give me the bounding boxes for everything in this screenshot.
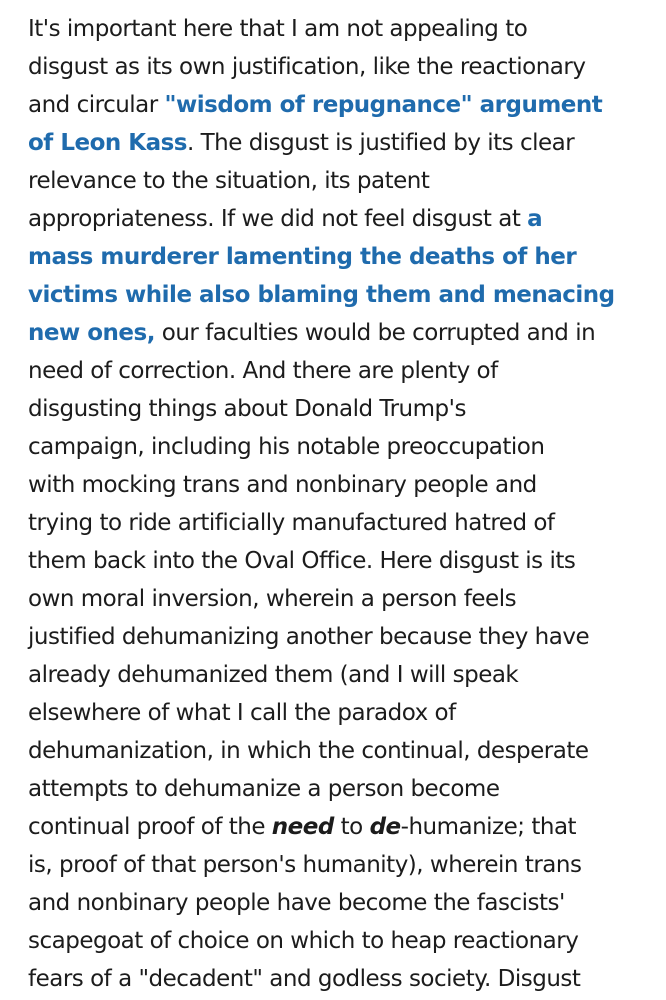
inline-link[interactable]: new ones,	[28, 320, 155, 346]
text-line	[28, 124, 648, 162]
text-line	[28, 390, 648, 428]
text-line	[28, 200, 648, 238]
text-line	[28, 162, 648, 200]
inline-link[interactable]: victims while also blaming them and menacing	[28, 282, 615, 308]
body-text: appropriateness. If we did not feel disgust at	[28, 206, 528, 232]
text-line	[28, 466, 648, 504]
body-text: elsewhere of what I call the paradox of	[28, 700, 456, 726]
text-line	[28, 694, 648, 732]
body-text: -humanize; that	[400, 814, 577, 840]
text-line	[28, 10, 648, 48]
body-text: dehumanization, in which the continual, desperate	[28, 738, 589, 764]
text-line	[28, 656, 648, 694]
body-text: need of correction. And there are plenty of	[28, 358, 498, 384]
text-line	[28, 314, 648, 352]
article-body	[28, 10, 648, 998]
body-text: and nonbinary people have become the fascists'	[28, 890, 565, 916]
text-line	[28, 48, 648, 86]
inline-link[interactable]: a	[527, 206, 543, 232]
text-line	[28, 618, 648, 656]
text-line	[28, 960, 648, 998]
body-text: justified dehumanizing another because they have	[28, 624, 590, 650]
body-text: relevance to the situation, its patent	[28, 168, 430, 194]
body-text: and circular	[28, 92, 165, 118]
text-line	[28, 846, 648, 884]
emphasis-text: de	[369, 814, 401, 840]
inline-link[interactable]: mass murderer lamenting the deaths of her	[28, 244, 577, 270]
text-line	[28, 352, 648, 390]
text-line	[28, 808, 648, 846]
body-text: to	[333, 814, 370, 840]
body-text: trying to ride artificially manufactured hatred of	[28, 510, 555, 536]
body-text: already dehumanized them (and I will speak	[28, 662, 519, 688]
text-line	[28, 428, 648, 466]
text-line	[28, 884, 648, 922]
inline-link[interactable]: of Leon Kass	[28, 130, 187, 156]
text-line	[28, 238, 648, 276]
body-text: scapegoat of choice on which to heap reactionary	[28, 928, 579, 954]
text-line	[28, 542, 648, 580]
body-text: . The disgust is justified by its clear	[186, 130, 575, 156]
text-line	[28, 86, 648, 124]
body-text: is, proof of that person's humanity), wherein trans	[28, 852, 582, 878]
text-line	[28, 580, 648, 618]
body-text: fears of a "decadent" and godless society. Disgust	[28, 966, 581, 992]
text-line	[28, 770, 648, 808]
body-text: continual proof of the	[28, 814, 272, 840]
body-text: own moral inversion, wherein a person feels	[28, 586, 517, 612]
inline-link[interactable]: "wisdom of repugnance" argument	[164, 92, 603, 118]
emphasis-text: need	[271, 814, 334, 840]
body-text: disgusting things about Donald Trump's	[28, 396, 466, 422]
text-line	[28, 276, 648, 314]
body-text: our faculties would be corrupted and in	[154, 320, 596, 346]
body-text: It's important here that I am not appealing to	[28, 16, 528, 42]
text-line	[28, 922, 648, 960]
text-line	[28, 732, 648, 770]
body-text: them back into the Oval Office. Here disgust is its	[28, 548, 576, 574]
text-line	[28, 504, 648, 542]
body-text: attempts to dehumanize a person become	[28, 776, 500, 802]
body-text: with mocking trans and nonbinary people and	[28, 472, 537, 498]
body-text: campaign, including his notable preoccupation	[28, 434, 545, 460]
body-text: disgust as its own justification, like the reactionary	[28, 54, 586, 80]
